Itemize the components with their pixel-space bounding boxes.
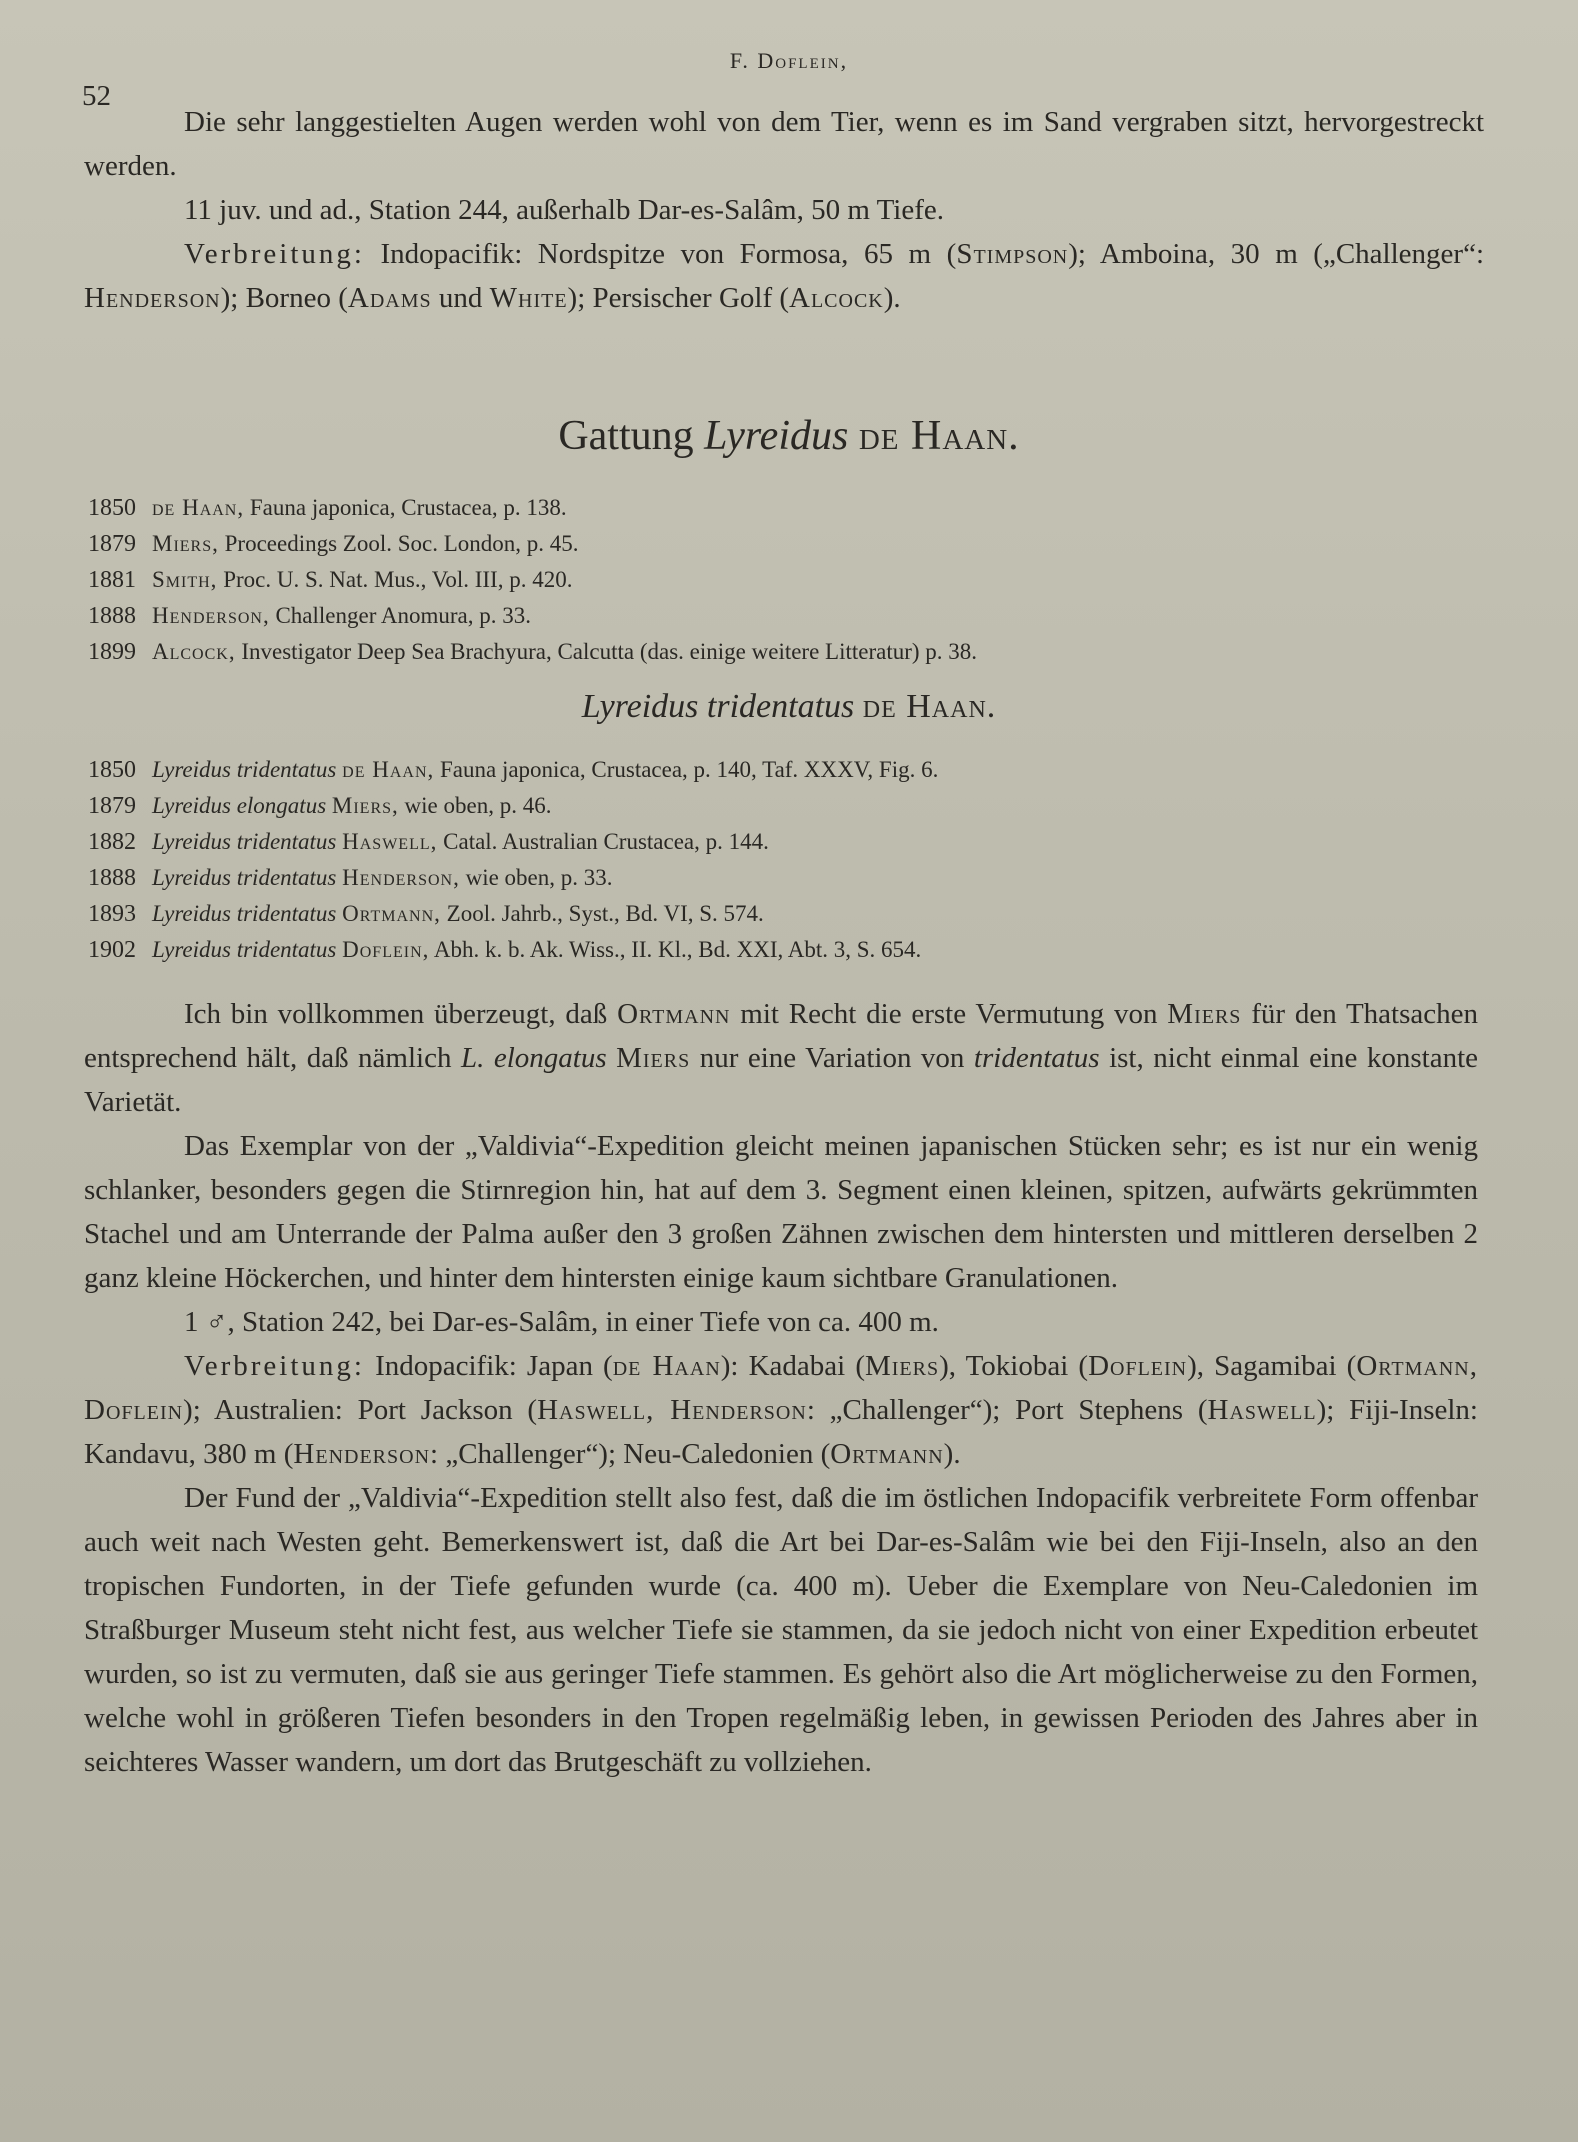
intro-paragraph-distribution: Verbreitung: Indopacifik: Nordspitze von Formosa, 65 m (Stimpson); Amboina, 30 m („Challenger“: Henderson); Borneo (Adams und White); Persischer Golf (Alcock). [84, 238, 1484, 314]
body-paragraph-station: 1 ♂, Station 242, bei Dar-es-Salâm, in einer Tiefe von ca. 400 m. [184, 1306, 939, 1338]
intro-paragraph-eyes: Die sehr langgestielten Augen werden wohl von dem Tier, wenn es im Sand vergraben sitzt, hervorgestreckt werden. [84, 106, 1484, 182]
page-number: 52 [82, 80, 111, 112]
body-paragraph-conclusion: Der Fund der „Valdivia“-Expedition stellt also fest, daß die im östlichen Indopacifik verbreitete Form offenbar auch weit nach Westen geht. Bemerkenswert ist, daß die Art bei Dar-es-Salâm wie bei den Fiji-Inseln, also an den tropischen Fundorten, in der Tiefe gefunden wurde (ca. 400 m). Ueber die Exemplare von Neu-Caledonien im Straßburger Museum steht nicht fest, aus welcher Tiefe sie stammen, da sie jedoch nicht von einer Expedition erbeutet wurden, so ist zu vermuten, daß sie aus geringer Tiefe stammen. Es gehört also die Art möglicherweise zu den Formen, welche wohl in größeren Tiefen besonders in den Tropen regelmäßig leben, in gewissen Perioden des Jahres aber in seichteres Wasser wandern, um dort das Brutgeschäft zu vollziehen. [84, 1482, 1478, 1778]
reference-entry: 1888 Lyreidus tridentatus Henderson, wie oben, p. 33. [88, 865, 613, 891]
species-references [88, 752, 1418, 968]
reference-entry: 1881 Smith, Proc. U. S. Nat. Mus., Vol. III, p. 420. [88, 567, 573, 593]
reference-entry: 1888 Henderson, Challenger Anomura, p. 33. [88, 603, 531, 629]
reference-entry: 1879 Miers, Proceedings Zool. Soc. London, p. 45. [88, 531, 579, 557]
distribution-label: Verbreitung: [184, 1350, 365, 1382]
reference-entry: 1850 Lyreidus tridentatus de Haan, Fauna japonica, Crustacea, p. 140, Taf. XXXV, Fig. 6. [88, 757, 939, 783]
reference-entry: 1893 Lyreidus tridentatus Ortmann, Zool. Jahrb., Syst., Bd. VI, S. 574. [88, 901, 764, 927]
species-author: de Haan. [862, 688, 997, 725]
genus-name: Lyreidus [704, 413, 849, 459]
reference-entry: 1879 Lyreidus elongatus Miers, wie oben, p. 46. [88, 793, 552, 819]
species-heading [0, 688, 1578, 726]
running-head: F. Doflein, [729, 48, 849, 73]
genus-references [88, 490, 1418, 670]
body-paragraph-specimen: Das Exemplar von der „Valdivia“-Expedition gleicht meinen japanischen Stücken sehr; es ist nur ein wenig schlanker, besonders gegen die Stirnregion hin, hat auf dem 3. Segment einen kleinen, spitzen, aufwärts gekrümmten Stachel und am Unterrande der Palma außer den 3 großen Zähnen zwischen dem hintersten und mittleren derselben 2 ganz kleine Höckerchen, und hinter dem hintersten einige kaum sichtbare Granulationen. [84, 1130, 1478, 1294]
distribution-label: Verbreitung: [184, 238, 365, 270]
intro-paragraph-station: 11 juv. und ad., Station 244, außerhalb Dar-es-Salâm, 50 m Tiefe. [184, 194, 945, 226]
reference-entry: 1882 Lyreidus tridentatus Haswell, Catal. Australian Crustacea, p. 144. [88, 829, 769, 855]
reference-entry: 1902 Lyreidus tridentatus Doflein, Abh. k. b. Ak. Wiss., II. Kl., Bd. XXI, Abt. 3, S. 654. [88, 937, 922, 963]
body-paragraph-distribution: Verbreitung: Indopacifik: Japan (de Haan): Kadabai (Miers), Tokiobai (Doflein), Sagamibai (Ortmann, Doflein); Australien: Port Jackson (Haswell, Henderson: „Challenger“); Port Stephens (Haswell); Fiji-Inseln: Kandavu, 380 m (Henderson: „Challenger“); Neu-Caledonien (Ortmann). [84, 1350, 1478, 1470]
body-paragraph-ortmann: Ich bin vollkommen überzeugt, daß Ortmann mit Recht die erste Vermutung von Miers für den Thatsachen entsprechend hält, daß nämlich L. elongatus Miers nur eine Variation von tridentatus ist, nicht einmal eine konstante Varietät. [84, 998, 1479, 1118]
genus-heading: Gattung Lyreidus de Haan. [558, 413, 1020, 459]
reference-entry: 1850 de Haan, Fauna japonica, Crustacea, p. 138. [88, 495, 567, 521]
reference-entry: 1899 Alcock, Investigator Deep Sea Brachyura, Calcutta (das. einige weitere Litteratur) p. 38. [88, 639, 978, 665]
body-section [84, 992, 1478, 1784]
intro-section [84, 100, 1484, 320]
species-name: Lyreidus tridentatus [581, 688, 855, 725]
genus-author: de Haan. [858, 413, 1020, 459]
